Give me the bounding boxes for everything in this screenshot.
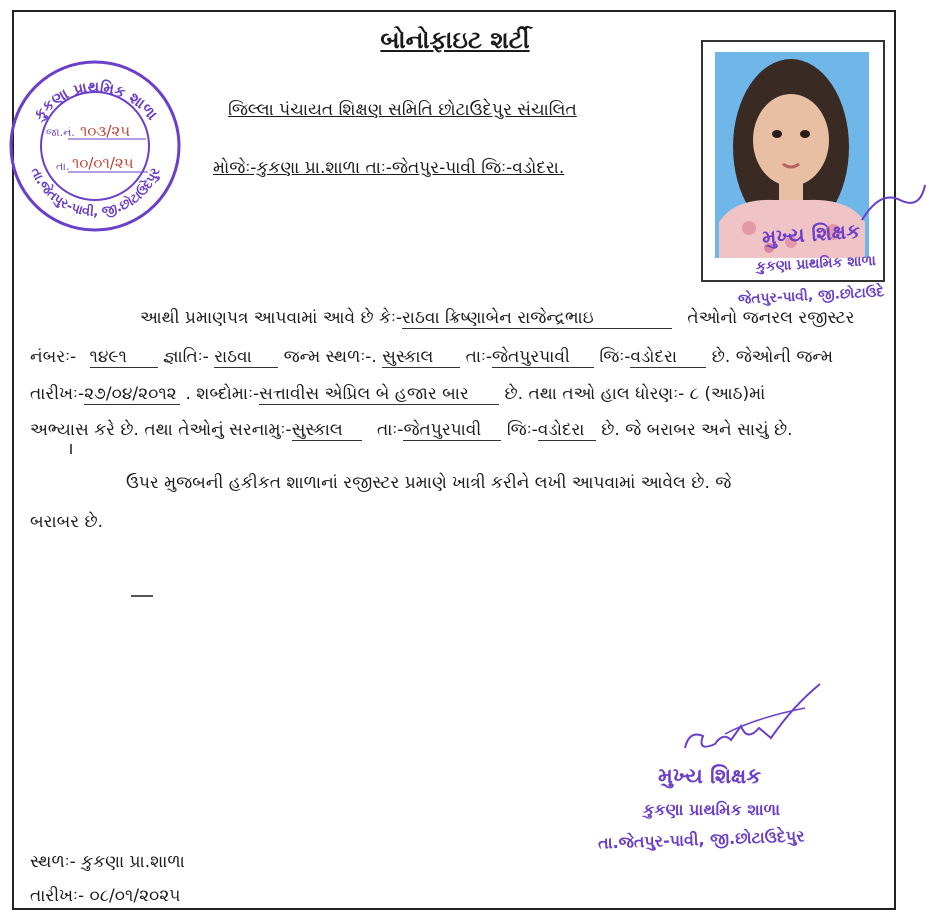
signature-stamp-title: મુખ્ય શિક્ષક (658, 764, 762, 788)
caste-value: રાઠવા (214, 347, 278, 368)
district-label: જિઃ- (599, 347, 631, 367)
district-value: વડોદરા (630, 347, 706, 368)
footer-date: તારીખઃ- ૦૮/૦૧/૨૦૨૫ (30, 886, 181, 906)
stamp-bottom-text: તા.જેતપુર-પાવી, જી.છોટાઉદેપુર (27, 165, 164, 220)
stamp-top-text: કુકણા પ્રાથમિક શાળા (29, 77, 162, 124)
intro-text: આથી પ્રમાણપત્ર આપવામાં આવે છે કેઃ- (140, 308, 403, 328)
address-taluka-value: જેતપુરપાવી (403, 420, 501, 441)
dob-label: તારીખઃ- (30, 384, 85, 404)
photo-stamp-title: મુખ્ય શિક્ષક (761, 218, 861, 250)
address-label: અભ્યાસ કરે છે. તથા તેઓનું સરનામુઃ- (30, 420, 292, 440)
ink-speck (131, 595, 153, 597)
headmaster-signature (675, 678, 825, 768)
body-line-3 (30, 384, 765, 405)
dob-value: ૨૭/૦૪/૨૦૧૨ (84, 384, 180, 405)
stamp-date-value: ૧૦/૦૧/૨૫ (72, 154, 134, 172)
header-line-2: મોજેઃ-કુકણા પ્રા.શાળા તાઃ-જેતપુર-પાવી જિઃ-વડોદરા. (213, 158, 565, 178)
address-district-label: જિઃ- (506, 420, 538, 440)
taluka-value: જેતપુરપાવી (492, 347, 594, 368)
body-line-4 (30, 420, 793, 441)
signature-stamp-line2: તા.જેતપુર-પાવી, જી.છોટાઉદેપુર (597, 826, 805, 853)
address-value: સુસ્કાલ (292, 420, 362, 441)
reg-no-value: ૧૪૯૧ (90, 347, 158, 368)
certificate-title: બોનોફાઇટ શર્ટી (380, 26, 530, 54)
body-line-1 (140, 308, 854, 329)
taluka-label: તાઃ- (465, 347, 493, 367)
photo-stamp-line1: કુકણા પ્રાથમિક શાળા (755, 252, 877, 276)
signature-stamp-line1: કુકણા પ્રાથમિક શાળા (643, 800, 781, 819)
address-taluka-label: તાઃ- (376, 420, 404, 440)
school-round-stamp (8, 58, 183, 233)
address-district-value: વડોદરા (538, 420, 596, 441)
reg-no-label: નંબરઃ- (30, 347, 77, 367)
dob-words-value: સત્તાવીસ એપ્રિલ બે હજાર બાર (259, 384, 499, 405)
birthplace-label: જન્મ સ્થળઃ-. (283, 347, 377, 367)
birthplace-value: સુસ્કાલ (382, 347, 460, 368)
stamp-no-label: જા.નં. (46, 126, 75, 139)
standard-text: છે. તથા તઓ હાલ ધોરણઃ- ૮ (આઠ)માં (504, 384, 766, 404)
register-text: તેઓનો જનરલ રજીસ્ટર (687, 308, 855, 328)
body-para2-line1: ઉપર મુજબની હકીકત શાળાનાં રજીસ્ટર પ્રમાણે ખાત્રી કરીને લખી આપવામાં આવેલ છે. જે (126, 473, 732, 493)
header-line-1: જિલ્લા પંચાયત શિક્ષણ સમિતિ છોટાઉદેપુર સંચાલિત (228, 100, 577, 120)
footer-place: સ્થળઃ- કુકણા પ્રા.શાળા (30, 852, 185, 872)
caste-label: જ્ઞાતિઃ- (162, 347, 209, 367)
closing-text: છે. જે બરાબર અને સાચું છે. (601, 420, 793, 440)
body-para2-line2: બરાબર છે. (30, 512, 103, 532)
birth-date-lead: છે. જેઓની જન્મ (711, 347, 833, 367)
photo-stamp-line2: જેતપુર-પાવી, જી.છોટાઉદે (737, 284, 885, 308)
dob-words-label: . શબ્દોમાઃ- (185, 384, 260, 404)
student-name: રાઠવા ક્રિષ્ણાબેન રાજેન્દ્રભાઇ (402, 308, 672, 329)
stamp-date-label: તા. (56, 160, 70, 173)
ink-speck (70, 444, 72, 454)
body-line-2 (30, 347, 833, 368)
stamp-no-value: ૧૦૩/૨૫ (80, 122, 131, 140)
photo-signature-stroke (860, 180, 927, 230)
